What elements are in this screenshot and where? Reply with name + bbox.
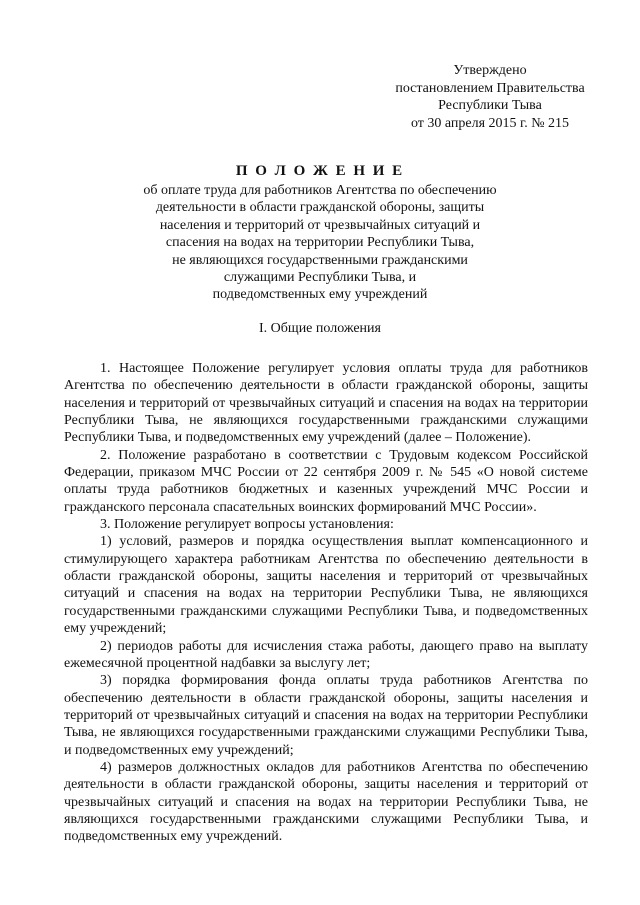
paragraph: 2) периодов работы для исчисления стажа работы, дающего право на выплату ежемесячной процентной надбавки за выслугу лет; (64, 638, 588, 671)
paragraph: 4) размеров должностных окладов для работников Агентства по обеспечению деятельности в области гражданской обороны, защиты населения и территорий от чрезвычайных ситуаций и спасения на водах на территории Республики Тыва, не являющихся государственными гражданскими служащими Республики Тыва, и подведомственных ему учреждений. (64, 759, 588, 845)
subtitle-line: спасения на водах на территории Республики Тыва, (165, 235, 475, 251)
paragraph: 1) условий, размеров и порядка осуществления выплат компенсационного и стимулирующего характера работникам Агентства по обеспечению деятельности в области гражданской обороны, защиты населения и территорий от чрезвычайных ситуаций и спасения на водах на территории Республики Тыва, не являющихся государственными гражданскими служащими Республики Тыва, и подведомственных ему учреждений; (64, 534, 588, 637)
subtitle-line: подведомственных ему учреждений (212, 287, 428, 303)
subtitle-line: об оплате труда для работников Агентства по обеспечению (143, 183, 497, 198)
paragraph: 3. Положение регулирует вопросы установления: (100, 517, 394, 533)
document-body (64, 360, 588, 846)
approval-line: Республики Тыва (438, 98, 542, 113)
approval-line: Утверждено (453, 63, 527, 78)
approval-line: от 30 апреля 2015 г. № 215 (410, 115, 570, 131)
approval-stamp (380, 62, 600, 132)
paragraph: 3) порядка формирования фонда оплаты труда работников Агентства по обеспечению деятельности в области гражданской обороны, защиты населения и территорий от чрезвычайных ситуаций и спасения на водах на территории Республики Тыва, не являющихся государственными гражданскими служащими Республики Тыва, и подведомственных ему учреждений; (64, 673, 588, 758)
subtitle-line: не являющихся государственными гражданскими (172, 252, 468, 268)
approval-line: постановлением Правительства (395, 80, 585, 96)
paragraph: 2. Положение разработано в соответствии с Трудовым кодексом Российской Федерации, приказом МЧС России от 22 сентября 2009 г. № 545 «О новой системе оплаты труда работников бюджетных и казенных учреждений МЧС России и гражданского персонала спасательных воинских формирований МЧС России». (64, 447, 588, 515)
document-subtitle (60, 182, 580, 304)
subtitle-line: деятельности в области гражданской обороны, защиты (155, 200, 485, 216)
document-title: П О Л О Ж Е Н И Е (235, 163, 405, 179)
subtitle-line: служащими Республики Тыва, и (223, 270, 417, 286)
paragraph: 1. Настоящее Положение регулирует условия оплаты труда для работников Агентства по обеспечению деятельности в области гражданской обороны, защиты населения и территорий от чрезвычайных ситуаций и спасения на водах на территории Республики Тыва, не являющихся государственными гражданскими служащими Республики Тыва, и подведомственных ему учреждений (далее – Положение). (64, 361, 588, 446)
section-heading: I. Общие положения (259, 321, 381, 336)
subtitle-line: населения и территорий от чрезвычайных ситуаций и (159, 217, 481, 233)
